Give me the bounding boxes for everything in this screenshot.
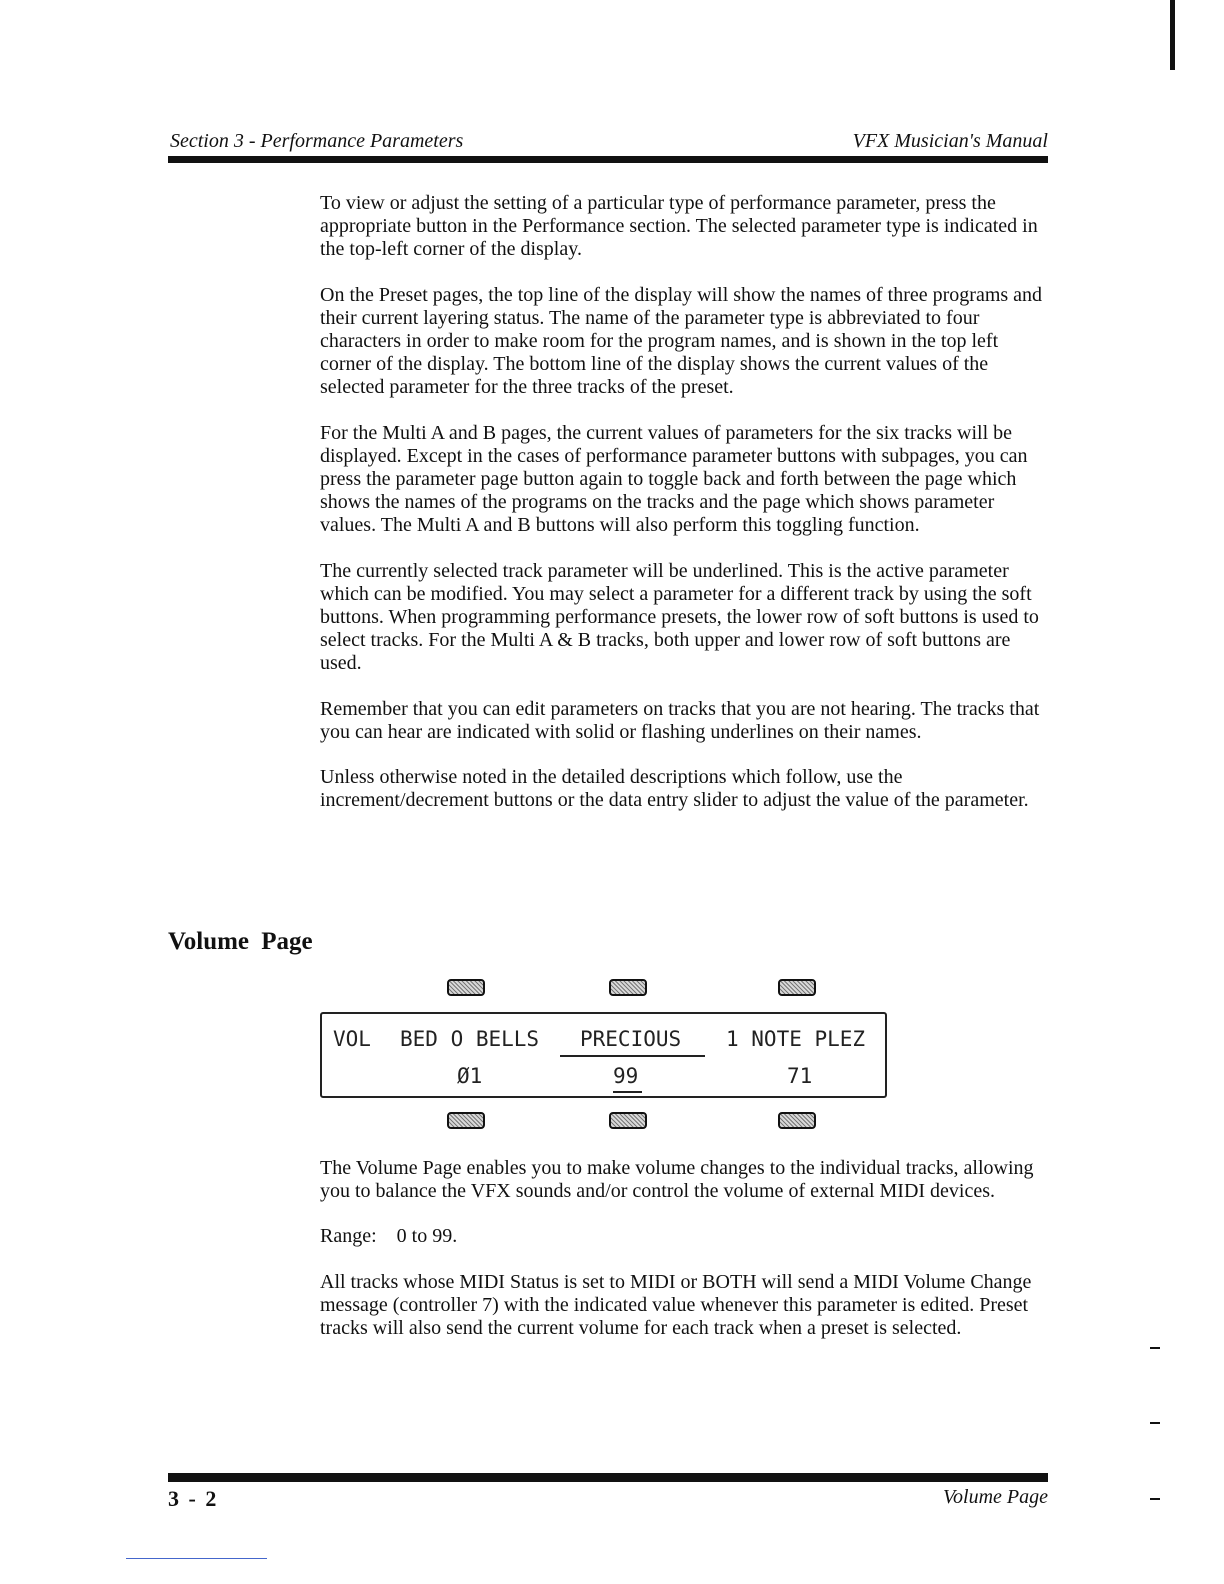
lcd-track-2-value-underline (613, 1091, 642, 1093)
lcd-track-2-underline (560, 1055, 705, 1057)
lcd-display-diagram (320, 975, 890, 1135)
lcd-track-1-name: BED O BELLS (400, 1027, 540, 1051)
intro-text (320, 192, 1045, 834)
paragraph: All tracks whose MIDI Status is set to MIDI or BOTH will send a MIDI Volume Change message (controller 7) with the indicated value whenever this parameter is edited. Preset tracks will also send the current volume for each track when a preset is selected. (320, 1270, 1032, 1340)
header-manual-title: VFX Musician's Manual (852, 130, 1048, 152)
lcd-track-2-value: 99 (613, 1064, 639, 1088)
margin-dash (1150, 1498, 1160, 1500)
lcd-track-3-value: 71 (787, 1064, 813, 1088)
paragraph: To view or adjust the setting of a particular type of performance parameter, press the appropriate button in the Performance section. The selected parameter type is indicated in the top-left corner of the display. (320, 192, 1038, 261)
lcd-track-2-name: PRECIOUS (580, 1027, 682, 1051)
footer-page-title: Volume Page (943, 1486, 1048, 1508)
paragraph: Unless otherwise noted in the detailed descriptions which follow, use the increment/decrement buttons or the data entry slider to adjust the value of the parameter. (320, 766, 1029, 812)
margin-dash (1150, 1347, 1160, 1349)
lower-soft-button-3[interactable] (778, 1112, 816, 1129)
upper-soft-button-1[interactable] (447, 979, 485, 996)
lower-soft-button-2[interactable] (609, 1112, 647, 1129)
paragraph: Remember that you can edit parameters on tracks that you are not hearing. The tracks that you can hear are indicated with solid or flashing underlines on their names. (320, 697, 1040, 743)
volume-page-heading: Volume Page (168, 928, 313, 955)
running-header (168, 130, 1048, 156)
paragraph: On the Preset pages, the top line of the display will show the names of three programs and their current layering status. The name of the parameter type is abbreviated to four characters in order to make room for the program names, and is shown in the top left corner of the display. The bottom line of the display shows the current values of the selected parameter for the three tracks of the preset. (320, 283, 1043, 399)
volume-page-text (320, 1157, 1045, 1362)
paragraph: For the Multi A and B pages, the current values of parameters for the six tracks will be displayed. Except in the cases of performance parameter buttons with subpages, you can press the parameter page button again to toggle back and forth between the page which shows the names of the programs on the tracks and the page which shows parameter values. The Multi A and B buttons will also perform this toggling function. (320, 421, 1028, 537)
paragraph: The Volume Page enables you to make volume changes to the individual tracks, allowing you to balance the VFX sounds and/or control the volume of external MIDI devices. (320, 1157, 1034, 1203)
header-rule (168, 156, 1048, 163)
upper-soft-button-3[interactable] (778, 979, 816, 996)
header-section-title: Section 3 - Performance Parameters (170, 130, 464, 152)
lcd-track-3-name: 1 NOTE PLEZ (726, 1027, 866, 1051)
lcd-param-type: VOL (333, 1027, 371, 1051)
lcd-track-1-value: Ø1 (457, 1064, 483, 1088)
scan-edge-mark (1170, 0, 1175, 70)
footer-rule (168, 1473, 1048, 1482)
scan-artifact-line (126, 1558, 267, 1559)
range-line: Range: 0 to 99. (320, 1225, 458, 1248)
lcd-screen (320, 1012, 887, 1098)
margin-dash (1150, 1422, 1160, 1424)
upper-soft-button-2[interactable] (609, 979, 647, 996)
page-number: 3 - 2 (168, 1486, 217, 1511)
paragraph: The currently selected track parameter will be underlined. This is the active parameter which can be modified. You may select a parameter for a different track by using the soft buttons. When programming performance presets, the lower row of soft buttons is used to select tracks. For the Multi A & B tracks, both upper and lower row of soft buttons are used. (320, 559, 1039, 675)
lower-soft-button-1[interactable] (447, 1112, 485, 1129)
